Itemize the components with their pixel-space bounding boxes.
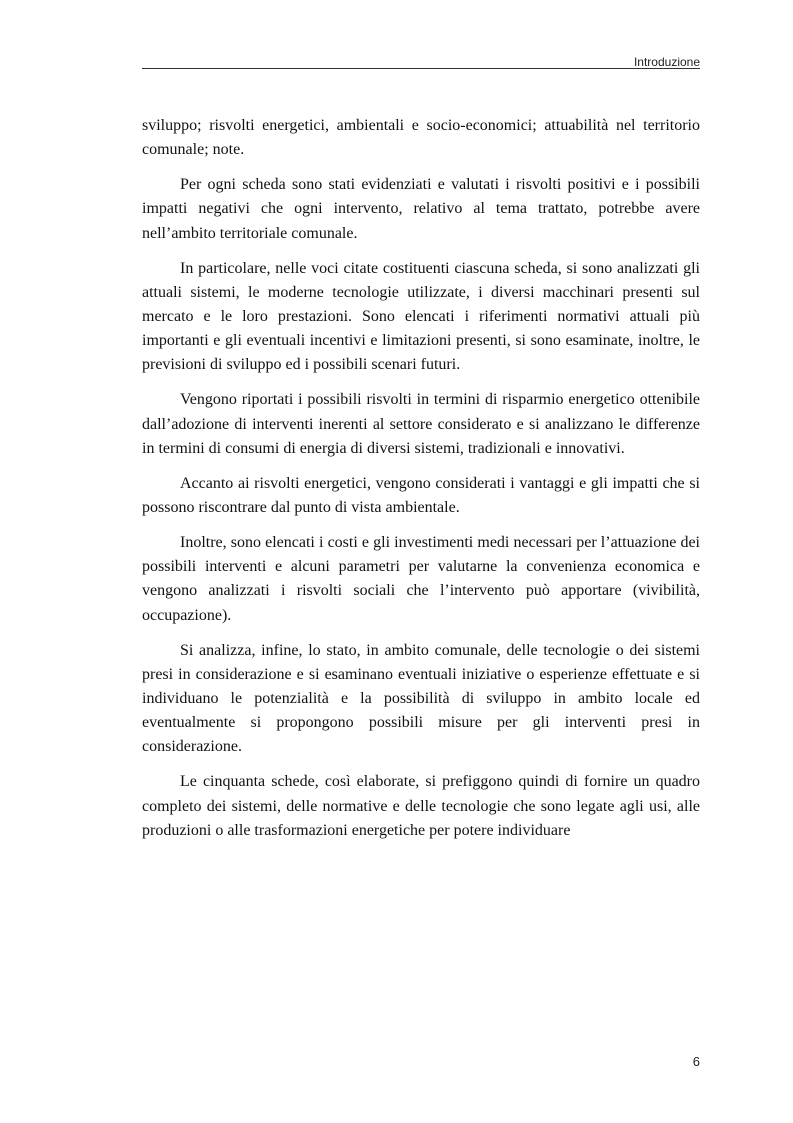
page-number: 6 [692, 1054, 700, 1069]
header-rule [142, 68, 700, 69]
paragraph: Per ogni scheda sono stati evidenziati e valutati i risvolti positivi e i possibili impatti negativi che ogni intervento, relativo al tema trattato, potrebbe avere nell’ambito territoriale comunale. [142, 176, 700, 242]
paragraph: Si analizza, infine, lo stato, in ambito comunale, delle tecnologie o dei sistemi presi in considerazione e si esaminano eventuali iniziative o esperienze effettuate e si individuano le potenzialità e la possibilità di sviluppo in ambito locale ed eventualmente si propongono possibili misure per gli interventi presi in considerazione. [142, 641, 700, 756]
paragraph: Accanto ai risvolti energetici, vengono considerati i vantaggi e gli impatti che si possono riscontrare dal punto di vista ambientale. [142, 474, 700, 517]
paragraph: Inoltre, sono elencati i costi e gli investimenti medi necessari per l’attuazione dei possibili interventi e alcuni parametri per valutarne la convenienza economica e vengono analizzati i risvolti sociali che l’intervento può apportare (vivibilità, occupazione). [142, 534, 700, 624]
paragraph: Le cinquanta schede, così elaborate, si prefiggono quindi di fornire un quadro completo dei sistemi, delle normative e delle tecnologie che sono legate agli usi, alle produzioni o alle trasformazioni energetiche per potere individuare [142, 773, 700, 839]
paragraph: Vengono riportati i possibili risvolti in termini di risparmio energetico ottenibile dall’adozione di interventi inerenti al settore considerato e si analizzano le differenze in termini di consumi di energia di diversi sistemi, tradizionali e innovativi. [142, 391, 700, 457]
paragraph-continuation: sviluppo; risvolti energetici, ambientali e socio-economici; attuabilità nel territorio comunale; note. [142, 117, 700, 159]
running-header: Introduzione [633, 55, 700, 69]
paragraph: In particolare, nelle voci citate costituenti ciascuna scheda, si sono analizzati gli attuali sistemi, le moderne tecnologie utilizzate, i diversi macchinari presenti sul mercato e le loro prestazioni. Sono elencati i riferimenti normativi attuali più importanti e gli eventuali incentivi e limitazioni presenti, si sono esaminate, inoltre, le previsioni di sviluppo ed i possibili scenari futuri. [142, 259, 700, 374]
body-text [142, 114, 700, 854]
